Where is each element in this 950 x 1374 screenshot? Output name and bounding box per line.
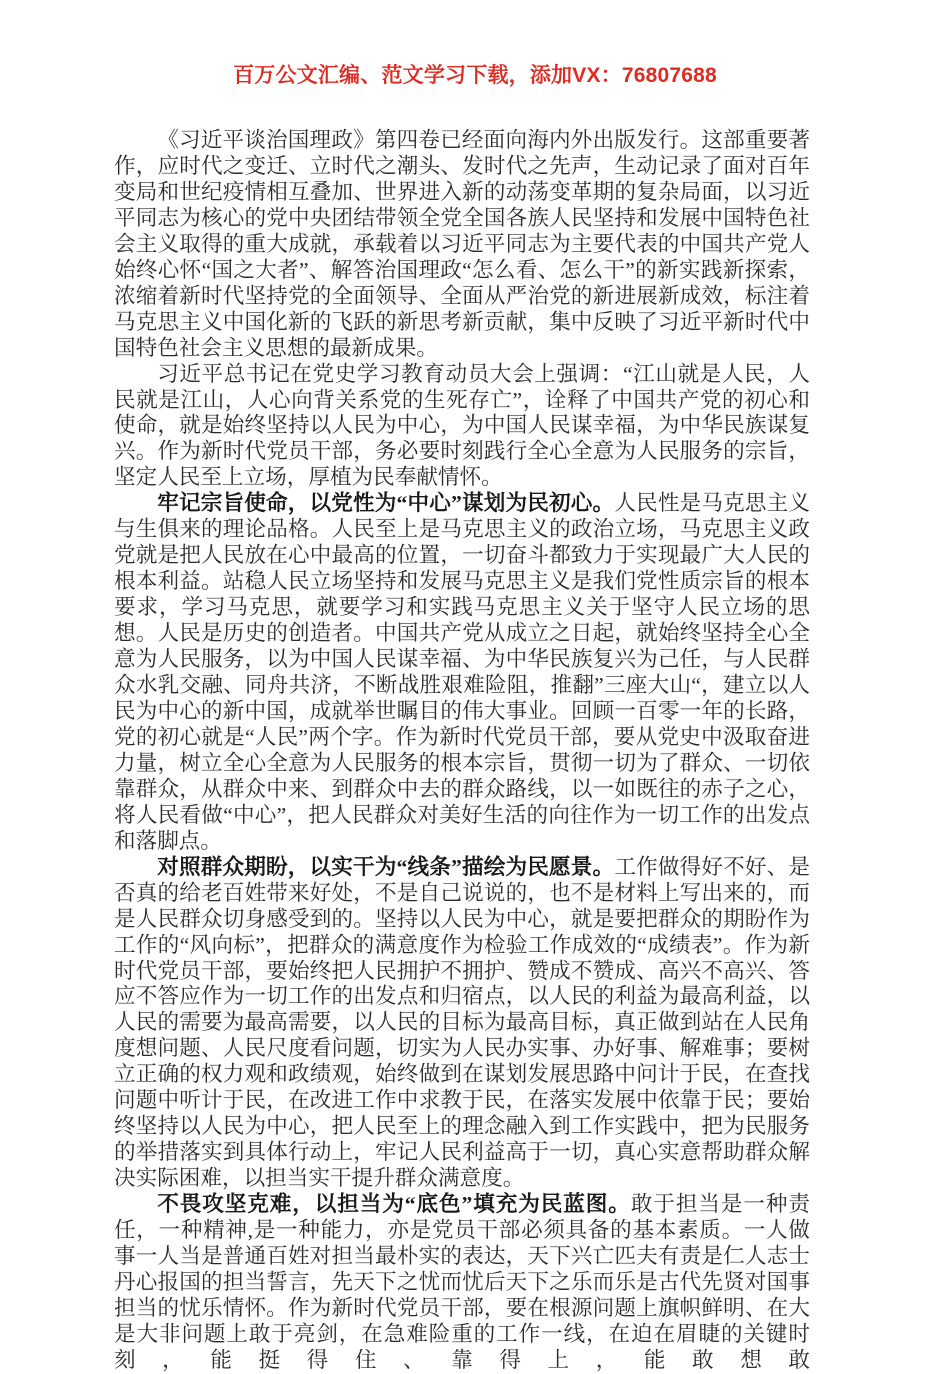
paragraph-4-text: 工作做得好不好、是否真的给老百姓带来好处，不是自己说说的，也不是材料上写出来的，而是人民群众切身感受到的。坚持以人民为中心，就是要把群众的期盼作为工作的“风向标”，把群众的满意度作为检验工作成效的“成绩表”。作为新时代党员干部，要始终把人民拥护不拥护、赞成不赞成、高兴不高兴、答应不答应作为一切工作的出发点和归宿点，以人民的利益为最高利益，以人民的需要为最高需要，以人民的目标为最高目标，真正做到站在人民角度想问题、人民尺度看问题，切实为人民办实事、办好事、解难事；要树立正确的权力观和政绩观，始终做到在谋划发展思路中问计于民，在查找问题中听计于民，在改进工作中求教于民，在落实发展中依靠于民；要始终坚持以人民为中心，把人民至上的理念融入到工作实践中，把为民服务的举措落实到具体行动上，牢记人民利益高于一切，真心实意帮助群众解决实际困难，以担当实干提升群众满意度。 — [114, 854, 810, 1191]
paragraph-4 — [114, 855, 810, 1192]
paragraph-1 — [114, 128, 810, 362]
paragraph-3-text: 人民性是马克思主义与生俱来的理论品格。人民至上是马克思主义的政治立场，马克思主义政党就是把人民放在心中最高的位置，一切奋斗都致力于实现最广大人民的根本利益。站稳人民立场坚持和发展马克思主义是我们党性质宗旨的根本要求，学习马克思，就要学习和实践马克思主义关于坚守人民立场的思想。人民是历史的创造者。中国共产党从成立之日起，就始终坚持全心全意为人民服务，以为中国人民谋幸福、为中华民族复兴为己任，与人民群众水乳交融、同舟共济，不断战胜艰难险阻，推翻”三座大山“，建立以人民为中心的新中国，成就举世瞩目的伟大事业。回顾一百零一年的长路，党的初心就是“人民”两个字。作为新时代党员干部，要从党史中汲取奋进力量，树立全心全意为人民服务的根本宗旨，贯彻一切为了群众、一切依靠群众，从群众中来、到群众中去的群众路线，以一如既往的赤子之心，将人民看做“中心”，把人民群众对美好生活的向往作为一切工作的出发点和落脚点。 — [114, 491, 810, 853]
paragraph-5 — [114, 1192, 810, 1374]
paragraph-2-text: 习近平总书记在党史学习教育动员大会上强调：“江山就是人民，人民就是江山，人心向背关系党的生死存亡”，诠释了中国共产党的初心和使命，就是始终坚持以人民为中心，为中国人民谋幸福，为中华民族谋复兴。作为新时代党员干部，务必要时刻践行全心全意为人民服务的宗旨，坚定人民至上立场，厚植为民奉献情怀。 — [114, 361, 810, 490]
paragraph-1-text: 《习近平谈治国理政》第四卷已经面向海内外出版发行。这部重要著作，应时代之变迁、立时代之潮头、发时代之先声，生动记录了面对百年变局和世纪疫情相互叠加、世界进入新的动荡变革期的复杂局面，以习近平同志为核心的党中央团结带领全党全国各族人民坚持和发展中国特色社会主义取得的重大成就，承载着以习近平同志为主要代表的中国共产党人始终心怀“国之大者”、解答治国理政“怎么看、怎么干”的新实践新探索，浓缩着新时代坚持党的全面领导、全面从严治党的新进展新成效，标注着马克思主义中国化新的飞跃的新思考新贡献，集中反映了习近平新时代中国特色社会主义思想的最新成果。 — [114, 128, 810, 360]
paragraph-5-lead: 不畏攻坚克难，以担当为“底色”填充为民蓝图。 — [157, 1192, 631, 1217]
document-body — [114, 128, 810, 1374]
promo-banner: 百万公文汇编、范文学习下载，添加VX：76807688 — [233, 64, 717, 87]
paragraph-5-text: 敢于担当是一种责任，一种精神,是一种能力，亦是党员干部必须具备的基本素质。一人做事一人当是普通百姓对担当最朴实的表达，天下兴亡匹夫有责是仁人志士丹心报国的担当誓言，先天下之忧而忧后天下之乐而乐是古代先贤对国事担当的忧乐情怀。作为新时代党员干部，要在根源问题上旗帜鲜明、在大是大非问题上敢于亮剑，在急难险重的工作一线，在迫在眉睫的关键时刻，能挺得住、靠得上，能敢想敢 — [114, 1192, 810, 1372]
paragraph-3 — [114, 491, 810, 854]
paragraph-2 — [114, 362, 810, 492]
paragraph-4-lead: 对照群众期盼，以实干为“线条”描绘为民愿景。 — [157, 854, 615, 879]
paragraph-3-lead: 牢记宗旨使命，以党性为“中心”谋划为民初心。 — [157, 491, 615, 516]
